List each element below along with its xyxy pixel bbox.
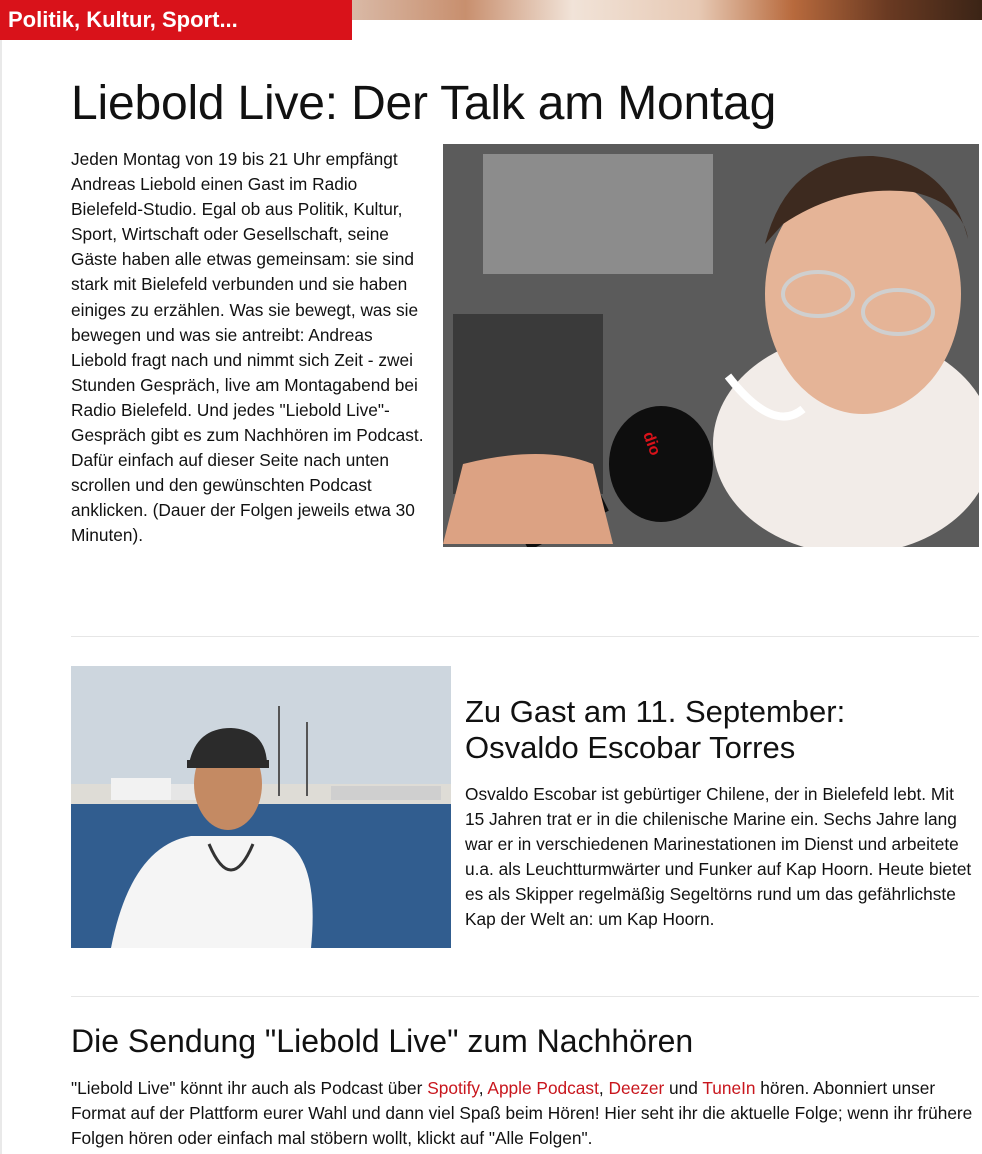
spotify-link[interactable]: Spotify xyxy=(427,1078,479,1098)
guest-photo-illustration xyxy=(71,666,451,948)
tunein-link[interactable]: TuneIn xyxy=(702,1078,756,1098)
page-title: Liebold Live: Der Talk am Montag xyxy=(71,77,777,130)
podcast-text-start: "Liebold Live" könnt ihr auch als Podcast über xyxy=(71,1078,428,1098)
section-divider xyxy=(71,636,979,637)
banner-photo xyxy=(352,0,982,20)
section-divider xyxy=(71,996,979,997)
category-tag: Politik, Kultur, Sport... xyxy=(0,0,352,40)
separator: und xyxy=(664,1078,703,1098)
guest-description: Osvaldo Escobar ist gebürtiger Chilene, der in Bielefeld lebt. Mit 15 Jahren trat er in die chilenische Marine ein. Sechs Jahre lang war er in verschiedenen Marinestationen im Dienst und arbeitete u.a. als Leuchtturmwärter und Funker auf Kap Hoorn. Heute bietet es als Skipper regelmäßig Segeltörns rund um das gefährlichste Kap der Welt an: um Kap Hoorn. xyxy=(465,784,972,930)
host-photo-illustration xyxy=(443,144,979,547)
podcast-text-end: hören. Abonniert unser Format auf der Plattform eurer Wahl und dann viel Spaß beim Hören! Hier seht ihr die aktuelle Folge; wenn ihr frühere Folgen hören oder einfach mal stöbern wollt, klickt auf "Alle Folgen". xyxy=(71,1078,973,1149)
podcast-heading: Die Sendung "Liebold Live" zum Nachhören xyxy=(71,1023,694,1059)
intro-text: Jeden Montag von 19 bis 21 Uhr empfängt Andreas Liebold einen Gast im Radio Bielefeld-Studio. Egal ob aus Politik, Kultur, Sport, Wirtschaft oder Gesellschaft, seine Gäste haben alle etwas gemeinsam: sie sind stark mit Bielefeld verbunden und sie haben einiges zu erzählen. Was sie bewegt, was sie bewegen und was sie antreibt: Andreas Liebold fragt nach und nimmt sich Zeit - zwei Stunden Gespräch, live am Montagabend bei Radio Bielefeld. Und jedes "Liebold Live"-Gespräch gibt es zum Nachhören im Podcast. Dafür einfach auf dieser Seite nach unten scrollen und den gewünschten Podcast anklicken. (Dauer der Folgen jeweils etwa 30 Minuten). xyxy=(71,149,424,546)
separator: , xyxy=(478,1078,488,1098)
guest-photo xyxy=(71,666,451,948)
host-photo xyxy=(443,144,979,547)
top-banner xyxy=(0,0,982,40)
guest-name: Osvaldo Escobar Torres xyxy=(465,730,796,765)
separator: , xyxy=(598,1078,609,1098)
apple-podcast-link[interactable]: Apple Podcast xyxy=(487,1078,599,1098)
guest-title-line1: Zu Gast am 11. September: xyxy=(465,694,846,729)
podcast-text xyxy=(71,1076,976,1151)
guest-title xyxy=(465,694,845,766)
svg-text:dio: dio xyxy=(639,429,664,458)
deezer-link[interactable]: Deezer xyxy=(608,1078,665,1098)
page-left-border xyxy=(0,40,2,1154)
